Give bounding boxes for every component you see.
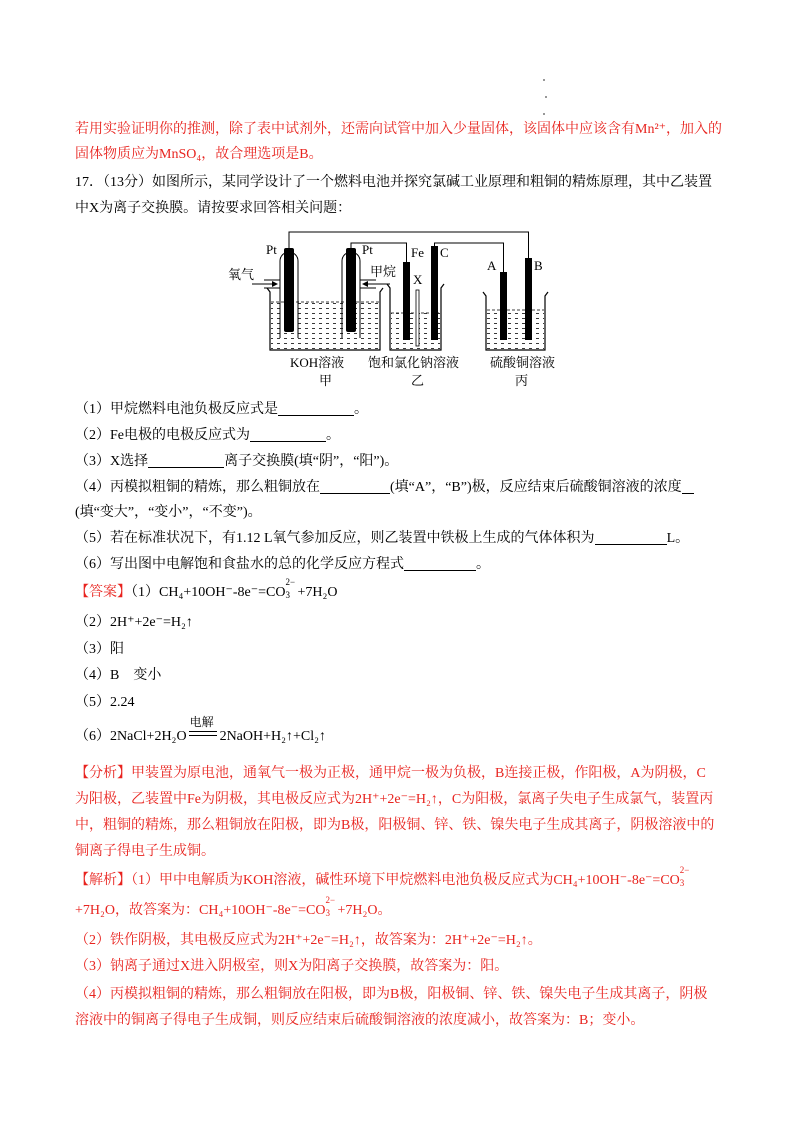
margin-dot [543, 79, 545, 81]
explanation-text: +7H₂O，故答案为：CH₄+10OH⁻-8e⁻=CO [75, 903, 326, 918]
label-b: B [534, 258, 543, 273]
label-cuso4-solution: 硫酸铜溶液 [490, 355, 556, 370]
answer-blank [682, 479, 694, 494]
analysis-line-2: 为阳极，乙装置中Fe为阴极，其电极反应式为2H⁺+2e⁻=H₂↑，C为阳极，氯离子失电子生成氯气，装置丙 [75, 792, 714, 807]
label-x: X [413, 272, 423, 287]
ion-exchange-membrane-x [416, 290, 419, 346]
question-text: L。 [666, 531, 690, 546]
question-text: （1）甲烷燃料电池负极反应式是 [75, 402, 278, 417]
explanation-line-4: （3）钠离子通过X进入阴极室，则X为阳离子交换膜，故答案为：阳。 [75, 959, 509, 974]
answer-line-4: （4）B 变小 [75, 668, 162, 683]
explanation-line-6: 溶液中的铜离子得电子生成铜，则反应结束后硫酸铜溶液的浓度减小，故答案为：B；变小。 [75, 1013, 645, 1028]
question-item-3 [75, 453, 398, 471]
answer-blank [404, 556, 476, 571]
question-item-2 [75, 427, 340, 445]
answer-line-2: （2）2H⁺+2e⁻=H₂↑ [75, 615, 193, 630]
pt-electrode-right [346, 248, 356, 332]
question-stem-line-1: 17．（13分）如图所示，某同学设计了一个燃料电池并探究氯碱工业原理和粗铜的精炼原理，其中乙装置 [75, 175, 712, 190]
fe-electrode [403, 262, 410, 340]
subscript-count: 3 [285, 590, 290, 600]
answer-line-6 [75, 715, 326, 746]
margin-dot [545, 96, 547, 98]
a-electrode [500, 272, 507, 340]
answer-text: +7H₂O [297, 585, 338, 600]
question-text: (填“A”，“B”)极，反应结束后硫酸铜溶液的浓度 [390, 480, 682, 495]
subscript-count: 3 [325, 908, 330, 918]
c-electrode [431, 246, 438, 340]
analysis-label: 【分析】 [75, 766, 131, 781]
pt-electrode-left [284, 248, 294, 332]
question-text: （6）写出图中电解饱和食盐水的总的化学反应方程式 [75, 557, 404, 572]
answer-text: （1）CH₄+10OH⁻-8e⁻=CO [131, 585, 286, 600]
answer-blank [320, 479, 390, 494]
question-stem-line-2: 中X为离子交换膜。请按要求回答相关问题： [75, 201, 352, 216]
b-electrode [525, 258, 532, 340]
prev-explanation-line-1: 若用实验证明你的推测，除了表中试剂外，还需向试管中加入少量固体，该固体中应该含有Mn²⁺，加入的 [75, 122, 723, 137]
analysis-text: 甲装置为原电池，通氧气一极为正极，通甲烷一极为负极，B连接正极，作阳极，A为阴极，C [131, 766, 706, 781]
question-item-1 [75, 401, 368, 419]
answer-line-1 [75, 577, 338, 602]
superscript-charge: 2− [285, 577, 296, 587]
question-item-6 [75, 556, 490, 574]
analysis-line-3: 中，粗铜的精炼，那么粗铜放在阳极，即为B极，阳极铜、锌、铁、镍失电子生成其离子，阴极溶液中的 [75, 818, 715, 833]
label-fe: Fe [411, 245, 424, 260]
apparatus-diagram [220, 226, 570, 394]
margin-dot [543, 113, 545, 115]
reaction-condition-sign [189, 715, 217, 736]
explanation-line-2 [75, 895, 392, 920]
question-text: （3）X选择 [75, 454, 149, 469]
question-text: （4）丙模拟粗铜的精炼，那么粗铜放在 [75, 480, 320, 495]
explanation-line-5: （4）丙模拟粗铜的精炼，那么粗铜放在阳极，即为B极，阳极铜、锌、铁、镍失电子生成其离子，阴极 [75, 987, 708, 1002]
question-item-4 [75, 479, 694, 497]
answer-text: （6）2NaCl+2H₂O [75, 729, 187, 744]
explanation-line-3: （2）铁作阴极，其电极反应式为2H⁺+2e⁻=H₂↑，故答案为：2H⁺+2e⁻=H₂↑。 [75, 933, 542, 948]
explanation-line-1 [75, 865, 692, 890]
reaction-condition: 电解 [189, 715, 214, 729]
superscript-charge: 2− [325, 895, 336, 905]
answer-line-5: （5）2.24 [75, 695, 135, 710]
label-pt-right: Pt [362, 242, 373, 257]
analysis-line-1 [75, 765, 706, 783]
label-c: C [440, 245, 449, 260]
label-bing: 丙 [515, 373, 529, 388]
analysis-line-4: 铜离子得电子生成铜。 [75, 844, 215, 859]
label-yi: 乙 [411, 373, 425, 388]
superscript-charge: 2− [679, 865, 690, 875]
label-jia: 甲 [319, 373, 333, 388]
question-text: 。 [326, 428, 340, 443]
cuso4-solution-liquid [487, 310, 544, 349]
question-text: 。 [354, 402, 368, 417]
answer-label: 【答案】 [75, 585, 131, 600]
answer-text: 2NaOH+H₂↑+Cl₂↑ [219, 729, 326, 744]
label-methane: 甲烷 [370, 264, 397, 279]
label-pt-left: Pt [266, 242, 277, 257]
question-item-4-continuation: (填“变大”，“变小”，“不变”)。 [75, 505, 262, 520]
answer-blank [250, 427, 326, 442]
label-nacl-solution: 饱和氯化钠溶液 [368, 355, 460, 370]
charge-stack [325, 895, 337, 918]
label-koh-solution: KOH溶液 [290, 355, 345, 370]
label-oxygen: 氧气 [228, 267, 255, 282]
question-text: （5）若在标准状况下，有1.12 L氧气参加反应，则乙装置中铁极上生成的气体体积为 [75, 531, 595, 546]
question-text: 离子交换膜(填“阴”，“阳”)。 [224, 454, 399, 469]
answer-blank [595, 530, 667, 545]
label-a: A [487, 258, 497, 273]
explanation-label: 【解析】 [75, 873, 131, 888]
wire-pt-left-to-b [289, 232, 529, 258]
answer-blank [278, 401, 354, 416]
answer-blank [148, 453, 224, 468]
explanation-text: +7H₂O。 [337, 903, 392, 918]
question-item-5 [75, 530, 689, 548]
question-text: 。 [476, 557, 490, 572]
explanation-text: （1）甲中电解质为KOH溶液，碱性环境下甲烷燃料电池负极反应式为CH₄+10OH⁻-8e⁻=CO [131, 873, 680, 888]
answer-line-3: （3）阳 [75, 642, 124, 657]
subscript-count: 3 [679, 878, 685, 888]
charge-stack [679, 865, 692, 888]
prev-explanation-line-2: 固体物质应为MnSO₄，故合理选项是B。 [75, 147, 323, 162]
question-text: （2）Fe电极的电极反应式为 [75, 428, 250, 443]
charge-stack [285, 577, 297, 600]
